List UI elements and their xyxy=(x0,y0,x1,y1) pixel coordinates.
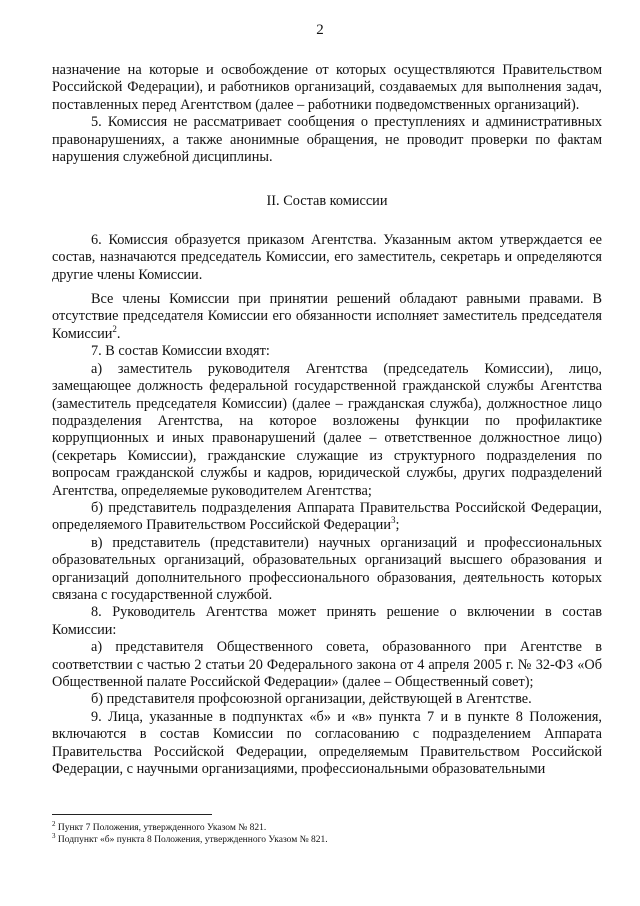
paragraph-5: 5. Комиссия не рассматривает сообщения о преступлениях и административных правонарушениях, а также анонимные обращения, не проводит проверки по фактам нарушения служебной дисциплины. xyxy=(52,114,602,166)
footnote-text: Подпункт «б» пункта 8 Положения, утвержденного Указом № 821. xyxy=(55,835,328,845)
footnote-text: Пункт 7 Положения, утвержденного Указом № 821. xyxy=(55,823,267,833)
footnote-mark: 2 xyxy=(52,820,56,828)
paragraph-9: 9. Лица, указанные в подпунктах «б» и «в» пункта 7 и в пункте 8 Положения, включаются в состав Комиссии по согласованию с подразделением Аппарата Правительства Российской Федерации, определяемым Правительством Российской Федерации, с научными организациями, профессиональными образовательными xyxy=(52,708,602,778)
paragraph-7c: в) представитель (представители) научных организаций и профессиональных образовательных организаций, образовательных организаций высшего образования и организаций дополнительного профессионального образования, деятельность которых связана с государственной службой. xyxy=(52,534,602,603)
page-number: 2 xyxy=(316,22,324,38)
footnote-3 xyxy=(52,834,602,846)
paragraph-7b xyxy=(52,500,602,535)
paragraph-8a: а) представителя Общественного совета, образованного при Агентстве в соответствии с частью 2 статьи 20 Федерального закона от 4 апреля 2005 г. № 32-ФЗ «Об Общественной палате Российской Федерации» (далее – Общественный совет); xyxy=(52,639,602,690)
paragraph-6-equal-rights xyxy=(52,291,602,343)
paragraph-6-equal-rights-end: . xyxy=(116,325,121,342)
paragraph-7b-text: б) представитель подразделения Аппарата Правительства Российской Федерации, определяемого Правительством Российской Федерации xyxy=(52,499,602,534)
paragraph-8: 8. Руководитель Агентства может принять решение о включении в состав Комиссии: xyxy=(52,604,602,638)
paragraph-continuation: назначение на которые и освобождение от которых осуществляются Правительством Российской Федерации), и работников организаций, создаваемых для выполнения задач, поставленных перед Агентством (далее – работники подведомственных организаций). xyxy=(52,62,602,113)
footnote-ref-2: 2 xyxy=(112,323,117,334)
footnote-2 xyxy=(52,822,602,834)
paragraph-6-equal-rights-text: Все члены Комиссии при принятии решений обладают равными правами. В отсутствие председателя Комиссии его обязанности исполняет заместитель председателя Комиссии xyxy=(52,291,602,342)
section-heading: II. Состав комиссии xyxy=(266,193,388,210)
footnote-mark: 3 xyxy=(52,832,56,840)
document-body xyxy=(52,62,602,778)
paragraph-6: 6. Комиссия образуется приказом Агентства. Указанным актом утверждается ее состав, назначаются председатель Комиссии, его заместитель, секретарь и определяются другие члены Комиссии. xyxy=(52,231,602,283)
paragraph-7b-end: ; xyxy=(395,517,400,534)
paragraph-8b: б) представителя профсоюзной организации, действующей в Агентстве. xyxy=(91,691,532,708)
paragraph-7: 7. В состав Комиссии входят: xyxy=(91,343,270,360)
footnote-ref-3: 3 xyxy=(390,515,396,526)
footnotes xyxy=(52,822,602,846)
footnote-separator xyxy=(52,814,212,815)
paragraph-7a: а) заместитель руководителя Агентства (председатель Комиссии), лицо, замещающее должность федеральной государственной гражданской службы Агентства (заместитель председателя Комиссии) (далее – гражданская служба), должностное лицо подразделения Агентства, на которое возложены функции по профилактике коррупционных и иных правонарушений (далее – ответственное должностное лицо) (секретарь Комиссии), гражданские служащие из структурного подразделения по вопросам гражданской службы и кадров, юридической службы, других подразделений Агентства, определяемые руководителем Агентства; xyxy=(52,360,602,499)
